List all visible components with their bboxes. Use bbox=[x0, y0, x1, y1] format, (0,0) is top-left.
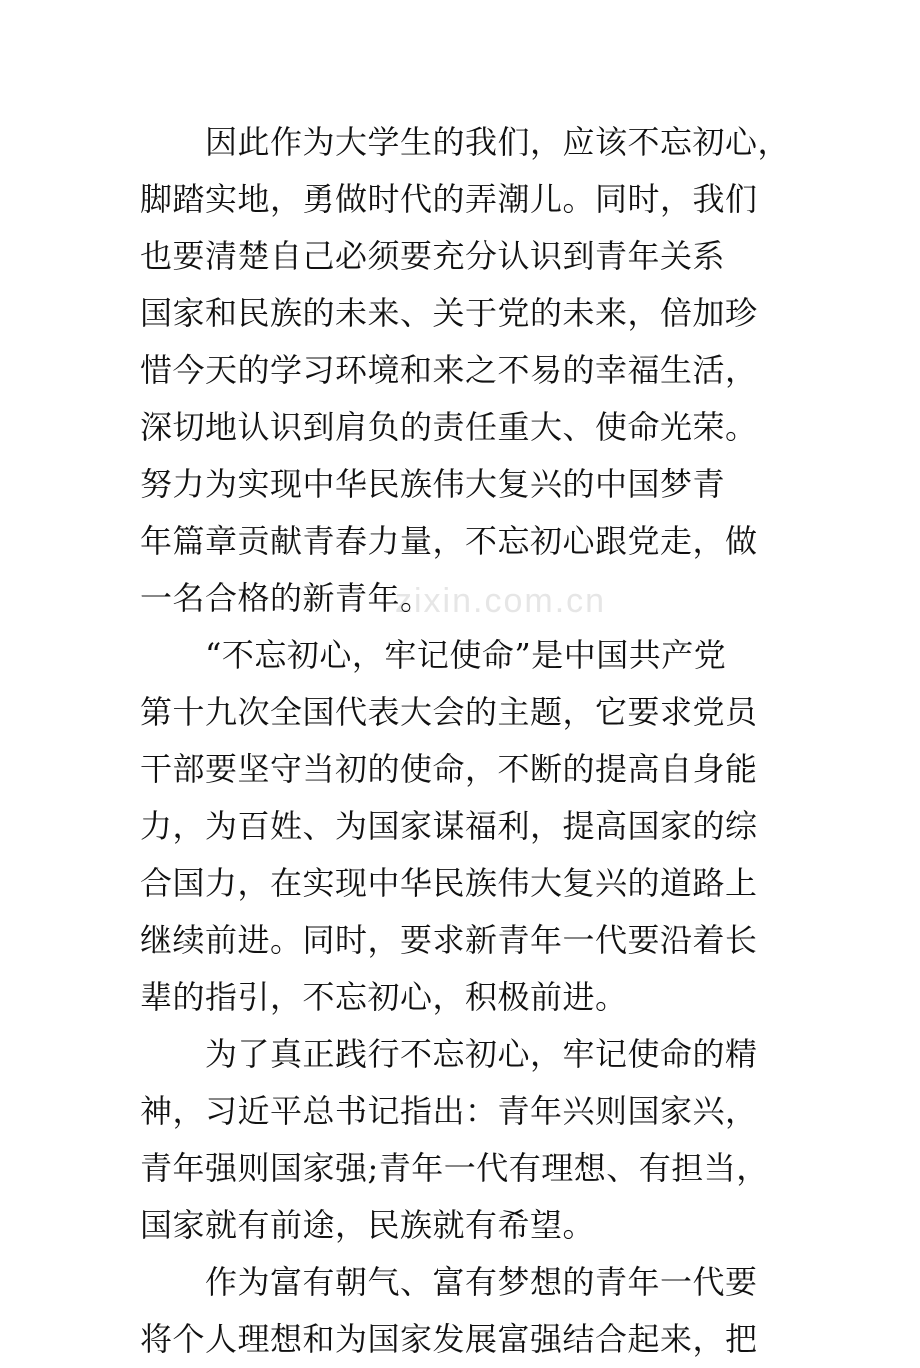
text-line: 努力为实现中华民族伟大复兴的中国梦青 bbox=[140, 465, 726, 503]
body-text bbox=[140, 114, 800, 1368]
text-line: 第十九次全国代表大会的主题，它要求党员 bbox=[140, 693, 758, 731]
text-line: 辈的指引，不忘初心，积极前进。 bbox=[140, 978, 628, 1016]
text-line: “不忘初心，牢记使命”是中国共产党 bbox=[140, 636, 727, 674]
watermark: zixin.com.cn bbox=[395, 582, 607, 620]
text-line: 干部要坚守当初的使命，不断的提高自身能 bbox=[140, 750, 758, 788]
text-line: 为了真正践行不忘初心，牢记使命的精 bbox=[140, 1035, 758, 1073]
text-line: 深切地认识到肩负的责任重大、使命光荣。 bbox=[140, 408, 758, 446]
text-line: 脚踏实地，勇做时代的弄潮儿。同时，我们 bbox=[140, 180, 758, 218]
text-line: 继续前进。同时，要求新青年一代要沿着长 bbox=[140, 921, 758, 959]
text-line: 也要清楚自己必须要充分认识到青年关系 bbox=[140, 237, 726, 275]
text-line: 青年强则国家强;青年一代有理想、有担当， bbox=[140, 1149, 769, 1187]
text-line: 年篇章贡献青春力量，不忘初心跟党走，做 bbox=[140, 522, 758, 560]
text-line: 神，习近平总书记指出：青年兴则国家兴， bbox=[140, 1092, 758, 1130]
text-line: 惜今天的学习环境和来之不易的幸福生活， bbox=[140, 351, 758, 389]
text-line: 将个人理想和为国家发展富强结合起来，把 bbox=[140, 1320, 758, 1358]
text-line: 国家和民族的未来、关于党的未来，倍加珍 bbox=[140, 294, 758, 332]
text-line: 国家就有前途，民族就有希望。 bbox=[140, 1206, 596, 1244]
text-line: 作为富有朝气、富有梦想的青年一代要 bbox=[140, 1263, 758, 1301]
text-line: 合国力，在实现中华民族伟大复兴的道路上 bbox=[140, 864, 758, 902]
text-line: 力，为百姓、为国家谋福利，提高国家的综 bbox=[140, 807, 758, 845]
text-line: 一名合格的新青年。 bbox=[140, 579, 433, 617]
text-line: 因此作为大学生的我们，应该不忘初心， bbox=[140, 123, 791, 161]
